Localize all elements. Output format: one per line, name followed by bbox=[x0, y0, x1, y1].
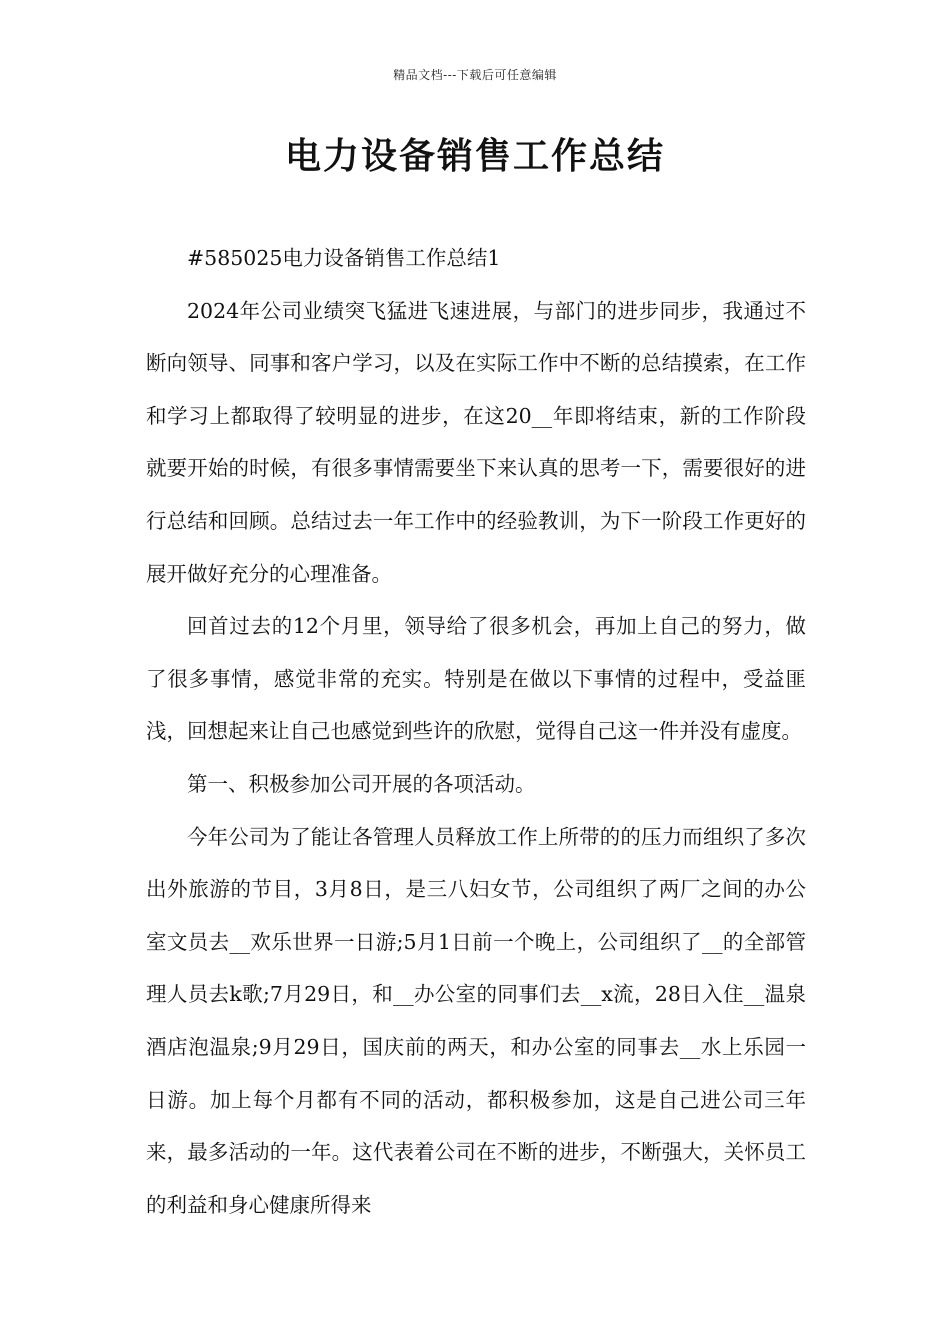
paragraph-section-heading: 第一、积极参加公司开展的各项活动。 bbox=[187, 771, 536, 796]
paragraph-heading: #585025电力设备销售工作总结1 bbox=[187, 246, 501, 270]
paragraph: 回首过去的12个月里，领导给了很多机会，再加上自己的努力，做了很多事情，感觉非常的充实。特别是在做以下事情的过程中，受益匪浅，回想起来让自己也感觉到些许的欣慰，觉得自己这一件并没有虚度。 bbox=[146, 614, 806, 744]
document-body bbox=[146, 232, 806, 1231]
document-title: 电力设备销售工作总结 bbox=[284, 136, 665, 177]
page-header-note: 精品文档---下载后可任意编辑 bbox=[393, 68, 557, 82]
paragraph: 2024年公司业绩突飞猛进飞速进展，与部门的进步同步，我通过不断向领导、同事和客户学习，以及在实际工作中不断的总结摸索，在工作和学习上都取得了较明显的进步，在这20__年即将结束，新的工作阶段就要开始的时候，有很多事情需要坐下来认真的思考一下，需要很好的进行总结和回顾。总结过去一年工作中的经验教训，为下一阶段工作更好的展开做好充分的心理准备。 bbox=[146, 298, 806, 586]
paragraph: 今年公司为了能让各管理人员释放工作上所带的的压力而组织了多次出外旅游的节目，3月8日，是三八妇女节，公司组织了两厂之间的办公室文员去__欢乐世界一日游;5月1日前一个晚上，公司组织了__的全部管理人员去k歌;7月29日，和__办公室的同事们去__x流，28日入住__温泉酒店泡温泉;9月29日，国庆前的两天，和办公室的同事去__水上乐园一日游。加上每个月都有不同的活动，都积极参加，这是自己进公司三年来，最多活动的一年。这代表着公司在不断的进步，不断强大，关怀员工的利益和身心健康所得来 bbox=[146, 824, 806, 1217]
